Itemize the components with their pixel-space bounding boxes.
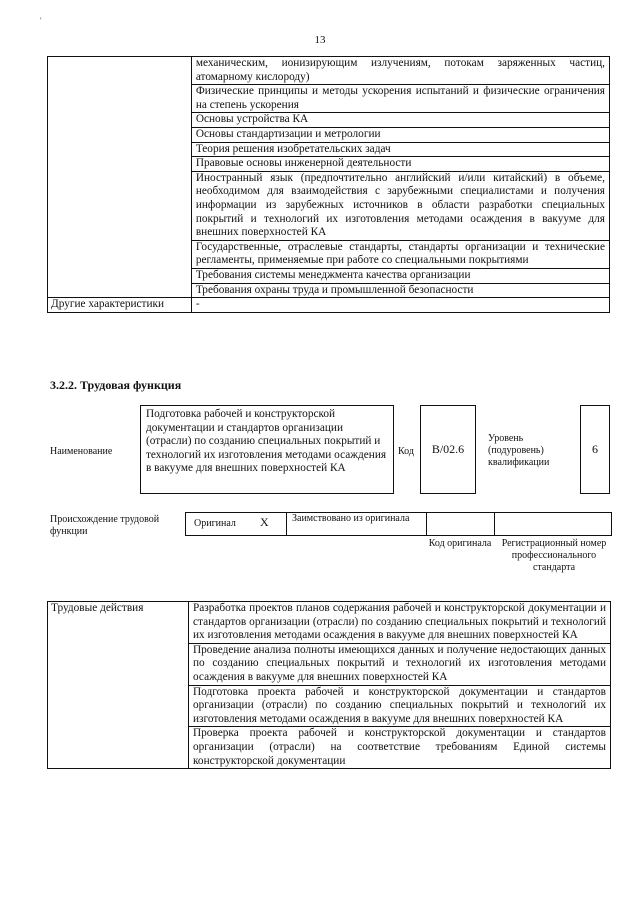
table-row <box>48 298 610 313</box>
skills-item: Основы устройства КА <box>191 113 609 128</box>
work-action-item: Подготовка проекта рабочей и конструкторской документации и стандартов организации (отрасли) по созданию специальных покрытий и технологий их изготовления методами осаждения в вакууме для внешних поверхностей КА <box>189 685 611 727</box>
origin-label: Происхождение трудовой функции <box>50 514 160 537</box>
skills-item: Государственные, отраслевые стандарты, стандарты организации и технические регламенты, применяемые при работе со специальными покрытиями <box>191 240 609 268</box>
skills-item: Физические принципы и методы ускорения испытаний и физические ограничения на степень ускорения <box>191 85 609 113</box>
work-action-item: Разработка проектов планов содержания рабочей и конструкторской документации и стандартов организации (отрасли) по созданию специальных покрытий и технологий их изготовления методами осаждения в вакууме для внешних поверхностей КА <box>189 602 611 644</box>
work-actions-table <box>47 601 611 769</box>
borrowed-label: Заимствовано из оригинала <box>292 513 410 524</box>
original-cell <box>186 513 287 535</box>
skills-item: Иностранный язык (предпочтительно английский и/или китайский) в объеме, необходимом для взаимодействия с зарубежными специалистами и получения информации из зарубежных источников в области разработки специальных покрытий и технологий их изготовления методами осаждения в вакууме для внешних поверхностей КА <box>191 171 609 240</box>
origin-code-cell <box>427 513 495 535</box>
code-label: Код <box>398 446 414 457</box>
work-action-item: Проверка проекта рабочей и конструкторской документации и стандартов организации (отрасли) на соответствие требованиям Единой системы конструкторской документации <box>189 727 611 769</box>
origin-row <box>185 512 612 536</box>
origin-reg-cell <box>495 513 611 535</box>
function-code-box: B/02.6 <box>420 405 476 494</box>
skills-item: Требования системы менеджмента качества организации <box>191 268 609 283</box>
function-level-box: 6 <box>580 405 610 494</box>
original-mark: X <box>260 515 269 529</box>
skills-item: Основы стандартизации и метрологии <box>191 127 609 142</box>
section-title: 3.2.2. Трудовая функция <box>50 378 182 392</box>
table-row <box>48 602 611 644</box>
work-action-item: Проведение анализа полноты имеющихся данных и получение недостающих данных по созданию специальных покрытий и технологий их изготовления методами осаждения в вакууме для внешних поверхностей КА <box>189 643 611 685</box>
other-characteristics-label: Другие характеристики <box>48 298 192 313</box>
skills-item: Требования охраны труда и промышленной безопасности <box>191 283 609 298</box>
other-characteristics-value: - <box>191 298 609 313</box>
borrowed-cell <box>287 513 427 535</box>
reg-number-caption: Регистрационный номер профессионального стандарта <box>501 538 607 573</box>
level-label: Уровень (подуровень) квалификации <box>488 433 550 468</box>
page-number: 13 <box>314 34 326 46</box>
name-label: Наименование <box>50 446 113 457</box>
original-label: Оригинал <box>194 518 236 529</box>
code-original-caption: Код оригинала <box>428 538 492 549</box>
corner-mark: ' <box>40 16 42 25</box>
work-actions-label: Трудовые действия <box>48 602 189 769</box>
table-row <box>48 57 610 85</box>
skills-table <box>47 56 610 313</box>
skills-item: Теория решения изобретательских задач <box>191 142 609 157</box>
skills-item: Правовые основы инженерной деятельности <box>191 157 609 172</box>
function-name-box: Подготовка рабочей и конструкторской документации и стандартов организации (отрасли) по созданию специальных покрытий и технологий их изготовления методами осаждения в вакууме для внешних поверхностей КА <box>140 405 394 494</box>
skills-item: механическим, ионизирующим излучениям, потокам заряженных частиц, атомарному кислороду) <box>191 57 609 85</box>
skills-label-cell <box>48 57 192 298</box>
